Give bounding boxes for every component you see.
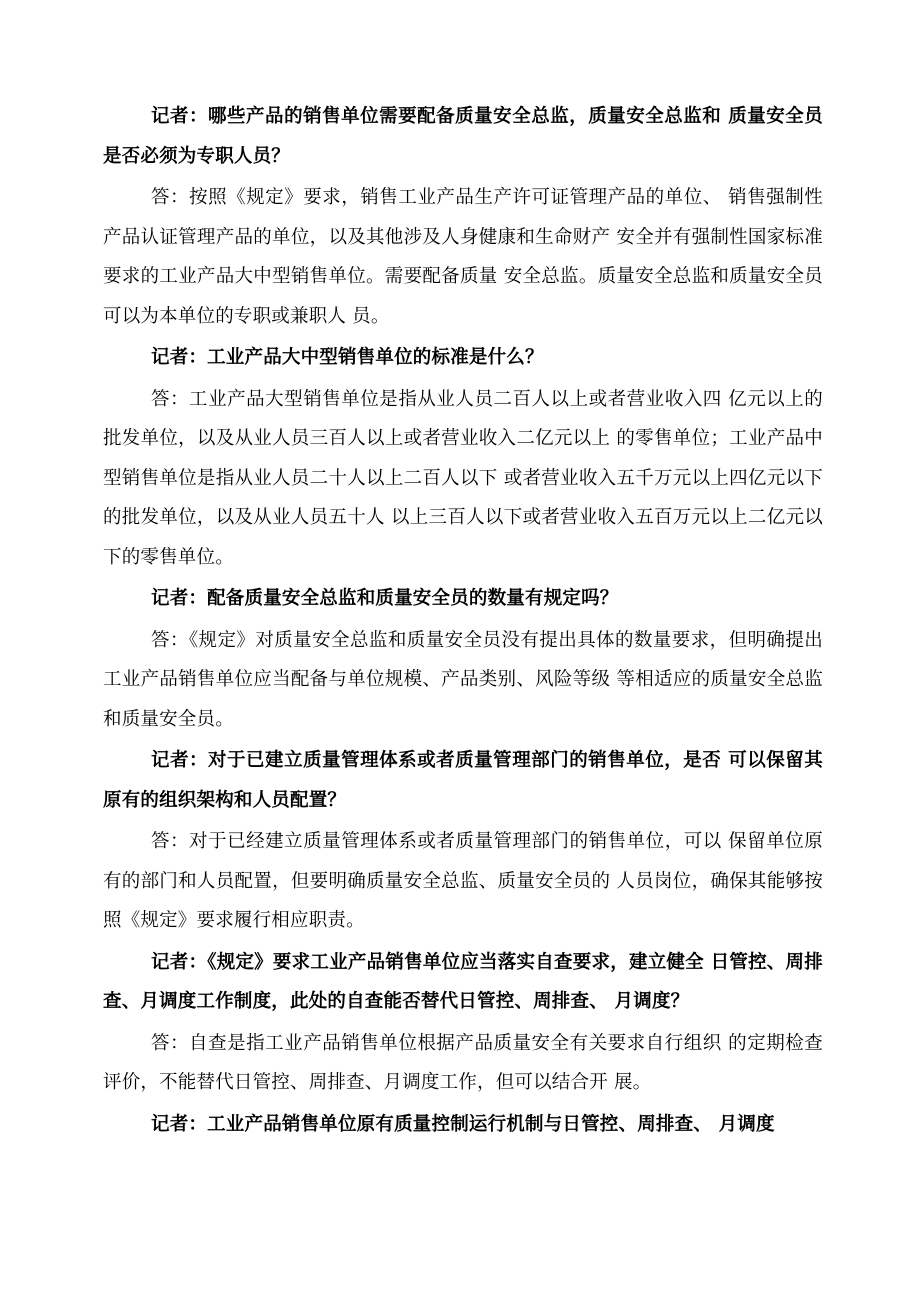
answer-paragraph: 答：对于已经建立质量管理体系或者质量管理部门的销售单位，可以 保留单位原有的部门和人员配置，但要明确质量安全总监、质量安全员的 人员岗位，确保其能够按照《规定》要求履行相应职责。 [103,831,823,931]
question-paragraph: 记者：工业产品大中型销售单位的标准是什么？ [151,347,544,368]
answer-paragraph: 答：《规定》对质量安全总监和质量安全员没有提出具体的数量要求，但明确提出工业产品销售单位应当配备与单位规模、产品类别、风险等级 等相适应的质量安全总监和质量安全员。 [103,629,823,730]
document-body [103,97,823,1146]
question-paragraph: 记者：哪些产品的销售单位需要配备质量安全总监，质量安全总监和 质量安全员是否必须为专职人员？ [103,106,823,167]
question-paragraph: 记者：对于已建立质量管理体系或者质量管理部门的销售单位，是否 可以保留其原有的组织架构和人员配置？ [103,750,823,811]
answer-paragraph: 答：工业产品大型销售单位是指从业人员二百人以上或者营业收入四 亿元以上的批发单位，以及从业人员三百人以上或者营业收入二亿元以上 的零售单位；工业产品中型销售单位是指从业人员二十人以上二百人以下 或者营业收入五千万元以上四亿元以下的批发单位，以及从业人员五十人 以上三百人以下或者营业收入五百万元以上二亿元以下的零售单位。 [103,388,823,568]
question-paragraph: 记者：《规定》要求工业产品销售单位应当落实自查要求，建立健全 日管控、周排查、月调度工作制度，此处的自查能否替代日管控、周排查、 月调度？ [103,951,823,1012]
answer-paragraph: 答：自查是指工业产品销售单位根据产品质量安全有关要求自行组织 的定期检查评价，不能替代日管控、周排查、月调度工作，但可以结合开 展。 [103,1032,823,1093]
answer-paragraph: 答：按照《规定》要求，销售工业产品生产许可证管理产品的单位、 销售强制性产品认证管理产品的单位，以及其他涉及人身健康和生命财产 安全并有强制性国家标准要求的工业产品大中型销售单位。需要配备质量 安全总监。质量安全总监和质量安全员可以为本单位的专职或兼职人 员。 [103,187,823,327]
question-paragraph: 记者：工业产品销售单位原有质量控制运行机制与日管控、周排查、 月调度 [151,1113,775,1135]
question-paragraph: 记者：配备质量安全总监和质量安全员的数量有规定吗？ [151,588,619,609]
